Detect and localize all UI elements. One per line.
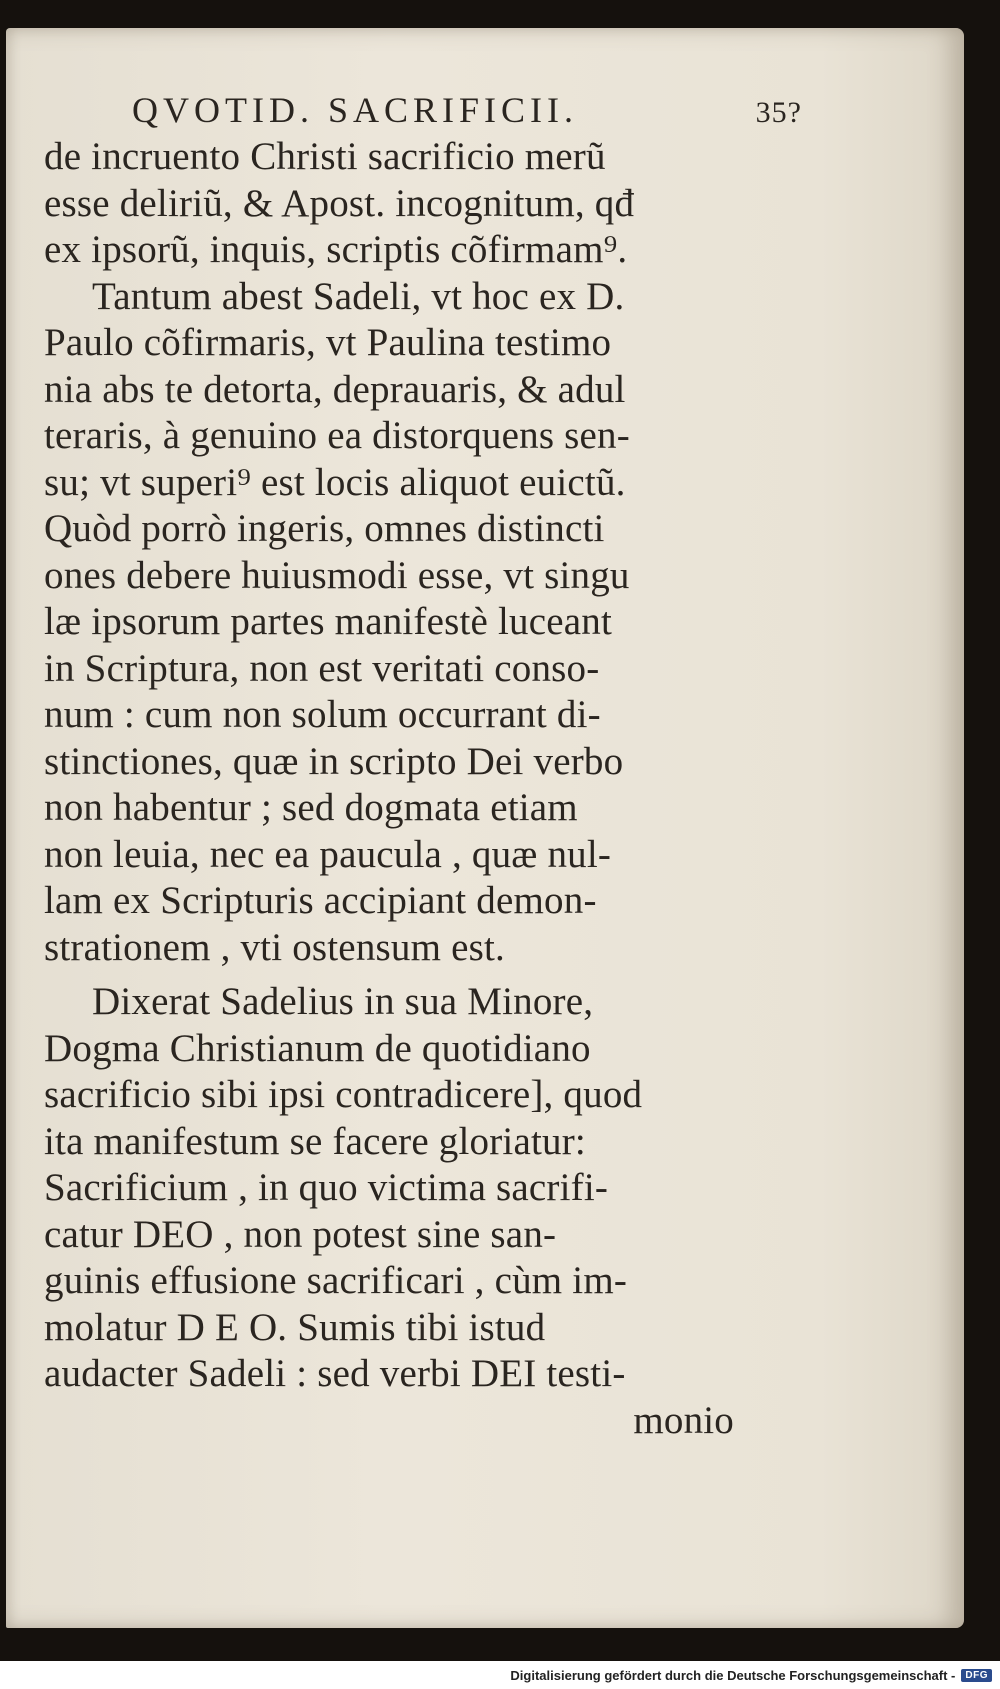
text-line: in Scriptura, non est veritati conso- [44, 646, 600, 690]
text-line: sacrificio sibi ipsi contradicere], quod [44, 1073, 643, 1116]
text-line: non habentur ; sed dogmata etiam [44, 786, 578, 829]
text-line: Paulo cõfirmaris, vt Paulina testimo [44, 321, 612, 364]
text-line: audacter Sadeli : sed verbi DEI testi- [44, 1352, 626, 1395]
text-line: ones debere huiusmodi esse, vt singu [44, 553, 630, 597]
text-line: stinctiones, quæ in scripto Dei verbo [44, 739, 624, 783]
text-line: de incruento Christi sacrificio merũ [44, 135, 606, 178]
footer-bar [0, 1661, 1000, 1689]
text-line: num : cum non solum occurrant di- [44, 693, 601, 736]
footer-credit: Digitalisierung gefördert durch die Deutsche Forschungsgemeinschaft - [510, 1667, 956, 1683]
running-head-title: QVOTID. SACRIFICII. [132, 90, 578, 130]
text-line: Tantum abest Sadeli, vt hoc ex D. [92, 274, 625, 318]
running-head [132, 88, 802, 132]
dfg-logo: DFG [961, 1669, 992, 1682]
text-block [44, 88, 802, 1444]
text-line: Dogma Christianum de quotidiano [44, 1026, 591, 1070]
catchword: monio [633, 1398, 734, 1442]
text-line: molatur D E O. Sumis tibi istud [44, 1305, 546, 1349]
text-line: su; vt superi⁹ est locis aliquot euictũ. [44, 460, 626, 504]
text-line: Sacrificium , in quo victima sacrifi- [44, 1166, 609, 1209]
folio-number: 35? [755, 96, 802, 129]
text-line: Quòd porrò ingeris, omnes distincti [44, 507, 605, 550]
text-line: ita manifestum se facere gloriatur: [44, 1119, 586, 1163]
text-line: guinis effusione sacrificari , cùm im- [44, 1259, 628, 1302]
book-page [6, 28, 964, 1628]
text-line: esse deliriũ, & Apost. incognitum, qđ [44, 181, 635, 225]
text-line: strationem , vti ostensum est. [44, 925, 505, 969]
text-line: ex ipsorũ, inquis, scriptis cõfirmam⁹. [44, 228, 628, 271]
text-line: teraris, à genuino ea distorquens sen- [44, 414, 630, 457]
text-line: læ ipsorum partes manifestè luceant [44, 600, 613, 643]
text-line: lam ex Scripturis accipiant demon- [44, 879, 597, 922]
body-text [44, 134, 744, 1398]
text-line: non leuia, nec ea paucula , quæ nul- [44, 832, 612, 876]
text-line: nia abs te detorta, deprauaris, & adul [44, 367, 626, 411]
paragraph-gap [44, 971, 744, 979]
text-line: catur DEO , non potest sine san- [44, 1212, 557, 1256]
text-line: Dixerat Sadelius in sua Minore, [92, 980, 594, 1023]
